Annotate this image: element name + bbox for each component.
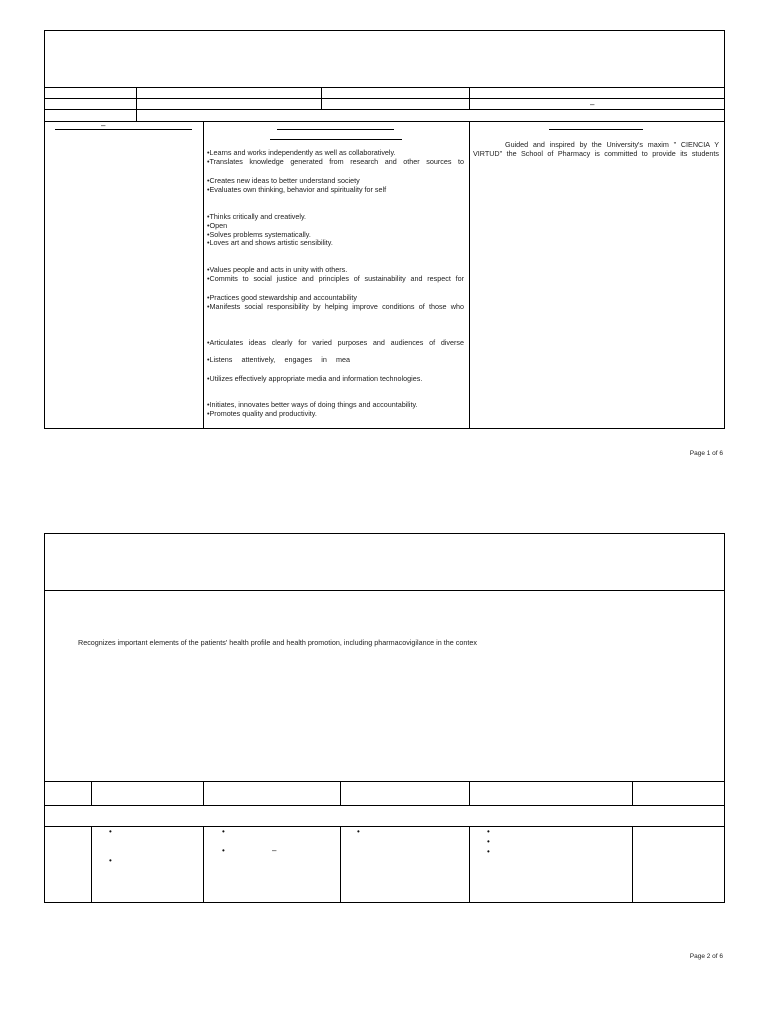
page1-row-divider-3: [44, 121, 725, 122]
table-bullet: •: [109, 856, 112, 865]
page-number-2: Page 2 of 6: [689, 953, 723, 960]
outcome-item: •Values people and acts in unity with others.: [207, 265, 348, 274]
table-bullet: •: [487, 847, 490, 856]
course-objective-text: Recognizes important elements of the patients' health profile and health promotion, including pharmacovigilance in the contex: [78, 638, 477, 647]
page2-col-line-3-body: [340, 826, 341, 903]
page2-col-line-3: [340, 781, 341, 805]
outcome-item: •Manifests social responsibility by helping improve conditions of those who: [207, 302, 464, 311]
outcome-item: •Thinks critically and creatively.: [207, 212, 307, 221]
page1-mid-heading-underline-1: [277, 129, 394, 130]
table-dash: –: [272, 846, 277, 855]
page-number-1: Page 1 of 6: [689, 450, 723, 457]
table-bullet: •: [487, 827, 490, 836]
page1-frame: [44, 30, 725, 429]
page2-col-line-2-body: [203, 826, 204, 903]
page1-left-dash: –: [101, 121, 106, 130]
page1-info-col-3: [469, 87, 470, 109]
outcome-item: •Open: [207, 221, 228, 230]
outcome-item: •Practices good stewardship and accountability: [207, 293, 357, 302]
page2-frame: [44, 533, 725, 903]
outcome-item: •Creates new ideas to better understand society: [207, 176, 360, 185]
page2-col-line-1-body: [91, 826, 92, 903]
page2-col-line-4-body: [469, 826, 470, 903]
page1-main-col-2: [469, 121, 470, 429]
page1-right-heading-underline: [549, 129, 643, 130]
page1-row-divider-1: [44, 98, 725, 99]
page2-table-header-bottom: [44, 805, 725, 806]
mission-text-line-1: Guided and inspired by the University's maxim " CIENCIA Y: [505, 140, 719, 149]
page2-col-line-1: [91, 781, 92, 805]
outcome-item: •Evaluates own thinking, behavior and spirituality for self: [207, 185, 387, 194]
page2-col-line-2: [203, 781, 204, 805]
outcome-item: •Listens attentively, engages in mea: [207, 355, 350, 364]
page1-main-col-1: [203, 121, 204, 429]
page2-col-line-5-body: [632, 826, 633, 903]
outcome-item: •Solves problems systematically.: [207, 230, 311, 239]
outcome-item: •Translates knowledge generated from research and other sources to: [207, 157, 464, 166]
page2-table-subrow-bottom: [44, 826, 725, 827]
page1-header-divider: [44, 87, 725, 88]
page1-left-heading-underline: [55, 129, 192, 130]
table-bullet: •: [222, 827, 225, 836]
page1-mid-heading-underline-2: [270, 139, 402, 140]
outcome-item: •Utilizes effectively appropriate media and information technologies.: [207, 374, 423, 383]
page2-col-line-4: [469, 781, 470, 805]
outcome-item: •Initiates, innovates better ways of doing things and accountability.: [207, 400, 418, 409]
outcome-item: •Loves art and shows artistic sensibility.: [207, 238, 333, 247]
page1-info-dash: –: [590, 100, 595, 109]
page2-header-divider: [44, 590, 725, 591]
page1-info-col-2: [321, 87, 322, 109]
outcome-item: •Articulates ideas clearly for varied purposes and audiences of diverse: [207, 338, 464, 347]
page2-col-line-5: [632, 781, 633, 805]
mission-text-line-2: VIRTUD" the School of Pharmacy is committed to provide its students: [473, 149, 719, 158]
outcome-item: •Commits to social justice and principles of sustainability and respect for: [207, 274, 464, 283]
table-bullet: •: [357, 827, 360, 836]
table-bullet: •: [109, 827, 112, 836]
table-bullet: •: [487, 837, 490, 846]
page1-row-divider-2: [44, 109, 725, 110]
outcome-item: •Learns and works independently as well as collaboratively.: [207, 148, 396, 157]
outcome-item: •Promotes quality and productivity.: [207, 409, 317, 418]
table-bullet: •: [222, 846, 225, 855]
page1-info-col-1: [136, 87, 137, 121]
page2-table-top: [44, 781, 725, 782]
